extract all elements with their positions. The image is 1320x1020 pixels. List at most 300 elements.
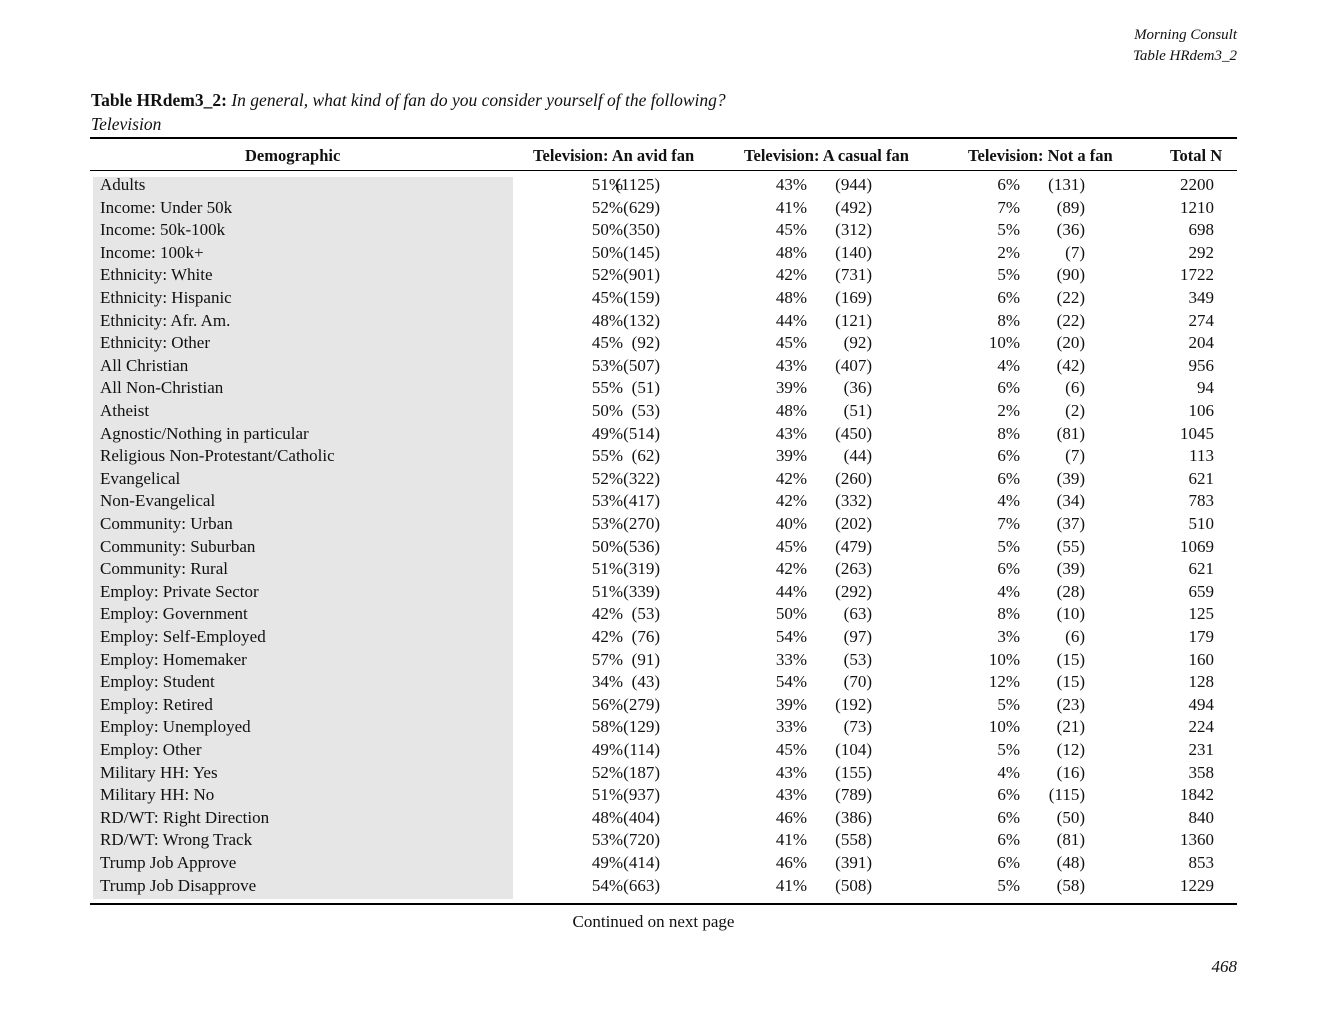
avid-pct: 57%	[591, 649, 623, 669]
casual-pct: 39%	[775, 446, 807, 466]
casual-n: (312)	[835, 220, 872, 240]
table-row	[90, 739, 1237, 761]
avid-n: (514)	[623, 423, 660, 443]
casual-n: (192)	[835, 694, 872, 714]
total-n: 621	[1188, 468, 1214, 488]
row-label: Adults	[100, 175, 146, 194]
casual-pct: 41%	[775, 830, 807, 850]
notfan-n: (36)	[1056, 220, 1085, 240]
notfan-n: (6)	[1065, 627, 1085, 646]
col-casual: Television: A casual fan	[744, 146, 909, 165]
row-label: Military HH: Yes	[100, 762, 218, 782]
casual-n: (36)	[843, 378, 872, 398]
avid-n: (629)	[623, 197, 660, 217]
table-row	[90, 400, 1237, 422]
table-row	[90, 468, 1237, 490]
casual-n: (386)	[835, 807, 872, 827]
casual-pct: 41%	[775, 875, 807, 895]
total-n: 510	[1188, 514, 1214, 533]
casual-n: (789)	[835, 785, 872, 805]
casual-pct: 40%	[775, 514, 807, 533]
row-label: Employ: Retired	[100, 694, 213, 714]
casual-n: (97)	[843, 627, 872, 646]
col-avid: Television: An avid fan	[533, 146, 695, 165]
row-label: Ethnicity: Other	[100, 333, 211, 353]
row-label: Employ: Private Sector	[100, 581, 259, 601]
casual-n: (292)	[835, 581, 872, 601]
total-n: 1069	[1180, 536, 1214, 556]
notfan-n: (39)	[1056, 468, 1085, 488]
casual-n: (51)	[843, 401, 872, 420]
title-subject: Television	[91, 114, 162, 134]
row-label: All Christian	[100, 355, 189, 375]
total-n: 1210	[1180, 197, 1214, 217]
casual-n: (508)	[835, 875, 872, 895]
row-label: All Non-Christian	[100, 378, 224, 398]
avid-n: (132)	[623, 310, 660, 330]
total-n: 94	[1197, 378, 1214, 398]
table-row	[90, 829, 1237, 851]
avid-n: (404)	[623, 807, 660, 827]
avid-n: (92)	[631, 333, 660, 353]
total-n: 956	[1188, 355, 1214, 375]
casual-pct: 43%	[775, 175, 807, 194]
avid-n: (129)	[623, 717, 660, 737]
avid-pct: 58%	[591, 717, 623, 737]
avid-pct: 53%	[591, 514, 623, 533]
total-n: 358	[1188, 762, 1214, 782]
avid-pct: 54%	[591, 875, 623, 895]
notfan-n: (42)	[1056, 355, 1085, 375]
casual-pct: 45%	[775, 333, 807, 353]
notfan-pct: 2%	[997, 401, 1020, 420]
casual-pct: 39%	[775, 378, 807, 398]
row-label: Ethnicity: White	[100, 265, 213, 285]
casual-n: (202)	[835, 514, 872, 533]
avid-pct: 42%	[591, 604, 623, 624]
total-n: 840	[1188, 807, 1214, 827]
continued-note: Continued on next page	[572, 912, 735, 931]
notfan-pct: 6%	[997, 853, 1020, 872]
table-row	[90, 197, 1237, 219]
table-row	[90, 716, 1237, 738]
casual-pct: 46%	[775, 853, 807, 872]
table-row	[90, 445, 1237, 467]
avid-pct: 51%	[591, 785, 623, 805]
table-row	[90, 558, 1237, 580]
avid-n: (76)	[631, 627, 660, 646]
avid-pct: 45%	[591, 333, 623, 353]
total-n: 231	[1188, 740, 1214, 759]
row-label: Community: Suburban	[100, 536, 256, 556]
row-label: Income: Under 50k	[100, 197, 233, 217]
notfan-n: (21)	[1056, 717, 1085, 737]
total-n: 274	[1188, 310, 1214, 330]
casual-n: (260)	[835, 468, 872, 488]
total-n: 204	[1188, 333, 1214, 353]
running-header	[1133, 25, 1237, 67]
total-n: 349	[1188, 288, 1214, 307]
table-row	[90, 490, 1237, 512]
casual-pct: 43%	[775, 423, 807, 443]
avid-pct: 45%	[591, 288, 623, 307]
casual-n: (263)	[835, 559, 872, 579]
total-n: 1842	[1180, 785, 1214, 805]
page-number: 468	[1211, 957, 1237, 976]
casual-pct: 33%	[775, 649, 807, 669]
casual-n: (558)	[835, 830, 872, 850]
avid-n: (339)	[623, 581, 660, 601]
notfan-n: (55)	[1056, 536, 1085, 556]
total-n: 106	[1188, 401, 1214, 420]
casual-n: (332)	[835, 491, 872, 511]
total-n: 853	[1188, 853, 1214, 872]
notfan-pct: 6%	[997, 468, 1020, 488]
avid-pct: 52%	[591, 762, 623, 782]
notfan-n: (89)	[1056, 197, 1085, 217]
total-n: 2200	[1180, 175, 1214, 194]
notfan-n: (22)	[1056, 310, 1085, 330]
col-total: Total N	[1170, 146, 1223, 165]
table-row	[90, 423, 1237, 445]
notfan-pct: 6%	[997, 446, 1020, 466]
avid-pct: 52%	[591, 468, 623, 488]
table-row	[90, 287, 1237, 309]
notfan-n: (7)	[1065, 242, 1085, 262]
notfan-pct: 5%	[997, 220, 1020, 240]
avid-n: (937)	[623, 785, 660, 805]
casual-n: (121)	[835, 310, 872, 330]
notfan-pct: 6%	[997, 559, 1020, 579]
header-table-id: Table HRdem3_2	[1132, 48, 1237, 64]
notfan-pct: 4%	[997, 491, 1020, 511]
avid-pct: 42%	[591, 627, 623, 646]
header-org: Morning Consult	[1134, 27, 1237, 43]
total-n: 621	[1188, 559, 1214, 579]
casual-n: (63)	[843, 604, 872, 624]
casual-pct: 42%	[775, 559, 807, 579]
notfan-n: (20)	[1056, 333, 1085, 353]
table-row	[90, 581, 1237, 603]
casual-n: (140)	[835, 242, 872, 262]
row-label: Employ: Other	[100, 740, 202, 759]
casual-pct: 44%	[775, 310, 807, 330]
notfan-n: (90)	[1056, 265, 1085, 285]
table-row	[90, 671, 1237, 693]
table-row	[90, 310, 1237, 332]
notfan-pct: 10%	[988, 333, 1020, 353]
notfan-n: (115)	[1048, 785, 1085, 805]
total-n: 224	[1188, 717, 1214, 737]
notfan-n: (15)	[1056, 649, 1085, 669]
total-n: 659	[1188, 581, 1214, 601]
total-n: 113	[1189, 446, 1214, 466]
casual-n: (104)	[835, 740, 872, 759]
avid-pct: 49%	[591, 853, 623, 872]
data-table	[90, 137, 1237, 931]
notfan-n: (81)	[1056, 423, 1085, 443]
casual-pct: 48%	[775, 242, 807, 262]
casual-pct: 42%	[775, 265, 807, 285]
table-row	[90, 694, 1237, 716]
avid-pct: 52%	[591, 265, 623, 285]
avid-pct: 48%	[591, 310, 623, 330]
casual-pct: 46%	[775, 807, 807, 827]
notfan-n: (2)	[1065, 401, 1085, 420]
row-label: Employ: Homemaker	[100, 649, 247, 669]
avid-pct: 48%	[591, 807, 623, 827]
avid-n: (51)	[631, 378, 660, 398]
row-label: Community: Rural	[100, 559, 228, 579]
table-row	[90, 264, 1237, 286]
notfan-pct: 6%	[997, 785, 1020, 805]
notfan-n: (12)	[1056, 740, 1085, 759]
avid-pct: 55%	[591, 378, 623, 398]
avid-n: (114)	[623, 740, 660, 759]
notfan-pct: 7%	[997, 514, 1020, 533]
casual-n: (450)	[835, 423, 872, 443]
total-n: 494	[1188, 694, 1214, 714]
casual-pct: 42%	[775, 491, 807, 511]
row-label: Military HH: No	[100, 785, 215, 805]
notfan-pct: 5%	[997, 694, 1020, 714]
casual-n: (492)	[835, 197, 872, 217]
avid-pct: 53%	[591, 491, 623, 511]
avid-pct: 34%	[591, 672, 623, 692]
total-n: 292	[1188, 242, 1214, 262]
avid-n: (62)	[631, 446, 660, 466]
notfan-pct: 6%	[997, 830, 1020, 850]
notfan-pct: 6%	[997, 378, 1020, 398]
notfan-pct: 5%	[997, 740, 1020, 759]
avid-pct: 53%	[591, 830, 623, 850]
avid-pct: 51%	[591, 175, 623, 194]
col-notfan: Television: Not a fan	[968, 146, 1113, 165]
casual-pct: 45%	[775, 536, 807, 556]
casual-n: (944)	[835, 175, 872, 194]
avid-pct: 50%	[591, 536, 623, 556]
notfan-pct: 6%	[997, 175, 1020, 194]
notfan-n: (37)	[1056, 514, 1085, 533]
notfan-pct: 4%	[997, 762, 1020, 782]
notfan-pct: 12%	[988, 672, 1020, 692]
row-label: RD/WT: Wrong Track	[100, 830, 253, 850]
row-label: Income: 100k+	[100, 242, 204, 262]
table-row	[90, 332, 1237, 354]
row-label: Non-Evangelical	[100, 491, 216, 511]
avid-n: (319)	[623, 559, 660, 579]
notfan-pct: 5%	[997, 875, 1020, 895]
table-row	[90, 242, 1237, 264]
avid-pct: 56%	[591, 694, 623, 714]
table-row	[90, 626, 1237, 648]
total-n: 1722	[1180, 265, 1214, 285]
notfan-n: (81)	[1056, 830, 1085, 850]
row-label: Trump Job Disapprove	[100, 875, 257, 895]
notfan-n: (23)	[1056, 694, 1085, 714]
notfan-n: (22)	[1056, 288, 1085, 307]
notfan-pct: 2%	[997, 242, 1020, 262]
notfan-pct: 3%	[997, 627, 1020, 646]
notfan-n: (15)	[1056, 672, 1085, 692]
notfan-pct: 10%	[988, 717, 1020, 737]
row-label: Employ: Self-Employed	[100, 627, 266, 646]
row-label: Religious Non-Protestant/Catholic	[100, 446, 335, 466]
avid-pct: 51%	[591, 581, 623, 601]
table-row	[90, 174, 1237, 196]
notfan-n: (58)	[1056, 875, 1085, 895]
table-row	[90, 219, 1237, 241]
row-label: Income: 50k-100k	[100, 220, 226, 240]
casual-n: (70)	[843, 672, 872, 692]
table-row	[90, 355, 1237, 377]
avid-n: (901)	[623, 265, 660, 285]
total-n: 179	[1188, 627, 1214, 646]
casual-pct: 43%	[775, 785, 807, 805]
total-n: 1045	[1180, 423, 1214, 443]
notfan-n: (50)	[1056, 807, 1085, 827]
avid-pct: 53%	[591, 355, 623, 375]
notfan-pct: 6%	[997, 807, 1020, 827]
avid-n: (507)	[623, 355, 660, 375]
total-n: 160	[1188, 649, 1214, 669]
row-label: Employ: Government	[100, 604, 248, 624]
avid-pct: 49%	[591, 740, 623, 759]
casual-pct: 48%	[775, 401, 807, 420]
casual-pct: 54%	[775, 627, 807, 646]
casual-n: (53)	[843, 649, 872, 669]
row-label: Atheist	[100, 401, 150, 420]
casual-pct: 43%	[775, 355, 807, 375]
avid-pct: 55%	[591, 446, 623, 466]
casual-n: (391)	[835, 853, 872, 872]
avid-pct: 50%	[591, 242, 623, 262]
casual-n: (44)	[843, 446, 872, 466]
table-row	[90, 377, 1237, 399]
casual-pct: 39%	[775, 694, 807, 714]
table-row	[90, 603, 1237, 625]
avid-pct: 50%	[591, 220, 623, 240]
avid-n: (663)	[623, 875, 660, 895]
casual-pct: 44%	[775, 581, 807, 601]
notfan-pct: 4%	[997, 355, 1020, 375]
table-bottom-rule	[90, 903, 1237, 905]
notfan-n: (16)	[1056, 762, 1085, 782]
casual-pct: 50%	[775, 604, 807, 624]
title-question: In general, what kind of fan do you consider yourself of the following?	[231, 90, 726, 110]
avid-pct: 51%	[591, 559, 623, 579]
casual-pct: 42%	[775, 468, 807, 488]
row-label: Ethnicity: Hispanic	[100, 288, 232, 307]
notfan-pct: 10%	[988, 649, 1020, 669]
row-label: Evangelical	[100, 468, 181, 488]
notfan-n: (39)	[1056, 559, 1085, 579]
casual-n: (407)	[835, 355, 872, 375]
table-row	[90, 875, 1237, 897]
total-n: 125	[1188, 604, 1214, 624]
total-n: 783	[1188, 491, 1214, 511]
avid-n: (350)	[623, 220, 660, 240]
avid-n: (187)	[623, 762, 660, 782]
table-row	[90, 784, 1237, 806]
notfan-n: (7)	[1065, 446, 1085, 466]
total-n: 1229	[1180, 875, 1214, 895]
notfan-pct: 5%	[997, 265, 1020, 285]
notfan-n: (34)	[1056, 491, 1085, 511]
avid-n: (417)	[623, 491, 660, 511]
row-label: Employ: Unemployed	[100, 717, 251, 737]
casual-n: (155)	[835, 762, 872, 782]
casual-pct: 43%	[775, 762, 807, 782]
notfan-pct: 8%	[997, 310, 1020, 330]
notfan-pct: 4%	[997, 581, 1020, 601]
notfan-pct: 7%	[997, 197, 1020, 217]
table-row	[90, 852, 1237, 874]
table-row	[90, 513, 1237, 535]
casual-n: (731)	[835, 265, 872, 285]
casual-n: (73)	[843, 717, 872, 737]
total-n: 698	[1188, 220, 1214, 240]
row-label: Ethnicity: Afr. Am.	[100, 310, 231, 330]
notfan-pct: 8%	[997, 423, 1020, 443]
casual-n: (92)	[843, 333, 872, 353]
notfan-pct: 8%	[997, 604, 1020, 624]
notfan-pct: 5%	[997, 536, 1020, 556]
row-label: Agnostic/Nothing in particular	[100, 423, 309, 443]
casual-pct: 33%	[775, 717, 807, 737]
notfan-n: (10)	[1056, 604, 1085, 624]
row-label: RD/WT: Right Direction	[100, 807, 270, 827]
avid-n: (53)	[631, 401, 660, 420]
notfan-pct: 6%	[997, 288, 1020, 307]
table-title	[91, 88, 726, 136]
col-demographic: Demographic	[245, 146, 341, 165]
avid-n: (322)	[623, 468, 660, 488]
notfan-n: (28)	[1056, 581, 1085, 601]
table-row	[90, 536, 1237, 558]
casual-n: (169)	[835, 288, 872, 307]
table-row	[90, 649, 1237, 671]
avid-pct: 52%	[591, 197, 623, 217]
title-label: Table HRdem3_2:	[91, 90, 227, 110]
avid-n: (1125)	[615, 175, 660, 194]
casual-pct: 54%	[775, 672, 807, 692]
casual-pct: 48%	[775, 288, 807, 307]
avid-n: (53)	[631, 604, 660, 624]
table-row	[90, 762, 1237, 784]
avid-n: (145)	[623, 242, 660, 262]
total-n: 1360	[1180, 830, 1214, 850]
avid-n: (270)	[623, 514, 660, 533]
casual-pct: 45%	[775, 220, 807, 240]
avid-n: (43)	[631, 672, 660, 692]
avid-n: (159)	[623, 288, 660, 307]
avid-n: (414)	[623, 853, 660, 872]
row-label: Trump Job Approve	[100, 853, 237, 872]
notfan-n: (131)	[1048, 175, 1085, 194]
row-label: Employ: Student	[100, 672, 215, 692]
avid-n: (279)	[623, 694, 660, 714]
avid-pct: 50%	[591, 401, 623, 420]
table-row	[90, 807, 1237, 829]
row-label: Community: Urban	[100, 514, 233, 533]
casual-n: (479)	[835, 536, 872, 556]
total-n: 128	[1188, 672, 1214, 692]
avid-pct: 49%	[591, 423, 623, 443]
notfan-n: (6)	[1065, 378, 1085, 398]
casual-pct: 45%	[775, 740, 807, 759]
notfan-n: (48)	[1056, 853, 1085, 872]
